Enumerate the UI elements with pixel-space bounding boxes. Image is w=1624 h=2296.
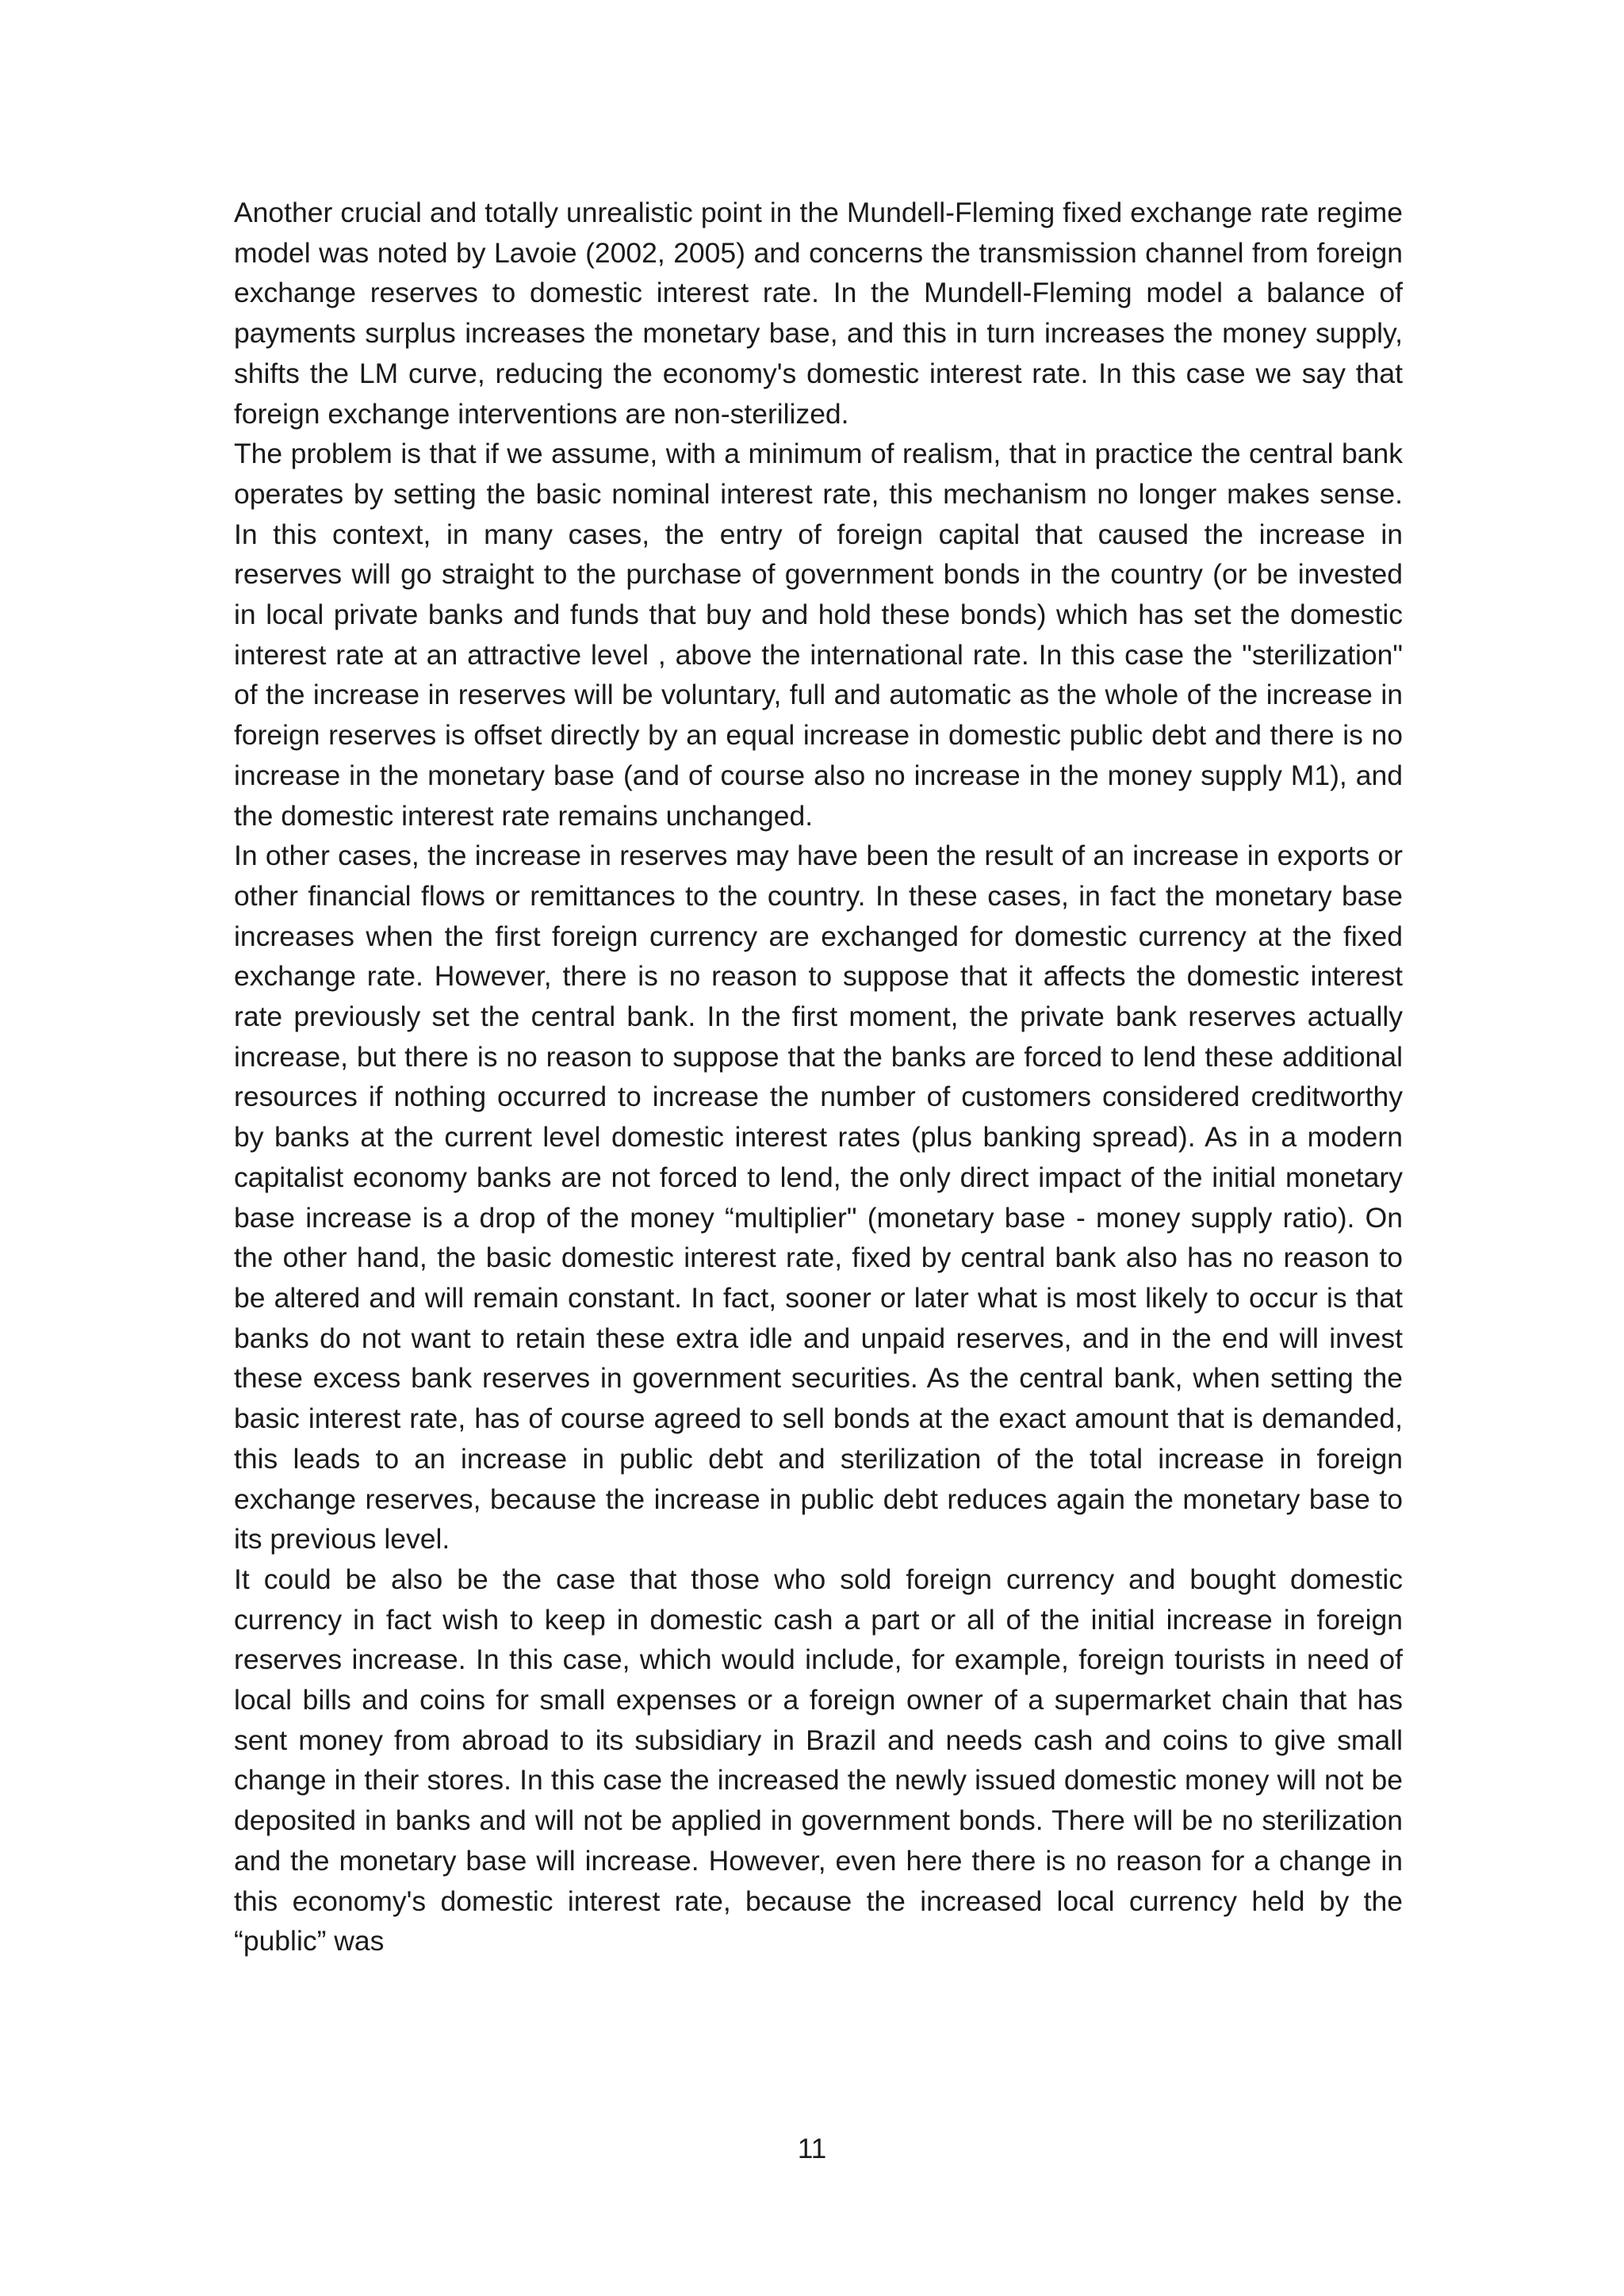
page-body xyxy=(234,193,1403,1961)
paragraph-2: The problem is that if we assume, with a minimum of realism, that in practice the central bank operates by setting the basic nominal interest rate, this mechanism no longer makes sense. In this context, in many cases, the entry of foreign capital that caused the increase in reserves will go straight to the purchase of government bonds in the country (or be invested in local private banks and funds that buy and hold these bonds) which has set the domestic interest rate at an attractive level , above the international rate. In this case the "sterilization" of the increase in reserves will be voluntary, full and automatic as the whole of the increase in foreign reserves is offset directly by an equal increase in domestic public debt and there is no increase in the monetary base (and of course also no increase in the money supply M1), and the domestic interest rate remains unchanged. xyxy=(234,438,1403,832)
paragraph-1: Another crucial and totally unrealistic point in the Mundell-Fleming fixed exchange rate regime model was noted by Lavoie (2002, 2005) and concerns the transmission channel from foreign exchange reserves to domestic interest rate. In the Mundell-Fleming model a balance of payments surplus increases the monetary base, and this in turn increases the money supply, shifts the LM curve, reducing the economy's domestic interest rate. In this case we say that foreign exchange interventions are non-sterilized. xyxy=(234,197,1403,430)
page-number: 11 xyxy=(797,2133,827,2164)
paragraph-3: In other cases, the increase in reserves may have been the result of an increase in exports or other financial flows or remittances to the country. In these cases, in fact the monetary base increases when the first foreign currency are exchanged for domestic currency at the fixed exchange rate. However, there is no reason to suppose that it affects the domestic interest rate previously set the central bank. In the first moment, the private bank reserves actually increase, but there is no reason to suppose that the banks are forced to lend these additional resources if nothing occurred to increase the number of customers considered creditworthy by banks at the current level domestic interest rates (plus banking spread). As in a modern capitalist economy banks are not forced to lend, the only direct impact of the initial monetary base increase is a drop of the money “multiplier" (monetary base - money supply ratio). On the other hand, the basic domestic interest rate, fixed by central bank also has no reason to be altered and will remain constant. In fact, sooner or later what is most likely to occur is that banks do not want to retain these extra idle and unpaid reserves, and in the end will invest these excess bank reserves in government securities. As the central bank, when setting the basic interest rate, has of course agreed to sell bonds at the exact amount that is demanded, this leads to an increase in public debt and sterilization of the total increase in foreign exchange reserves, because the increase in public debt reduces again the monetary base to its previous level. xyxy=(234,840,1403,1556)
paragraph-4: It could be also be the case that those who sold foreign currency and bought domestic currency in fact wish to keep in domestic cash a part or all of the initial increase in foreign reserves increase. In this case, which would include, for example, foreign tourists in need of local bills and coins for small expenses or a foreign owner of a supermarket chain that has sent money from abroad to its subsidiary in Brazil and needs cash and coins to give small change in their stores. In this case the increased the newly issued domestic money will not be deposited in banks and will not be applied in government bonds. There will be no sterilization and the monetary base will increase. However, even here there is no reason for a change in this economy's domestic interest rate, because the increased local currency held by the “public” was xyxy=(234,1563,1403,1957)
